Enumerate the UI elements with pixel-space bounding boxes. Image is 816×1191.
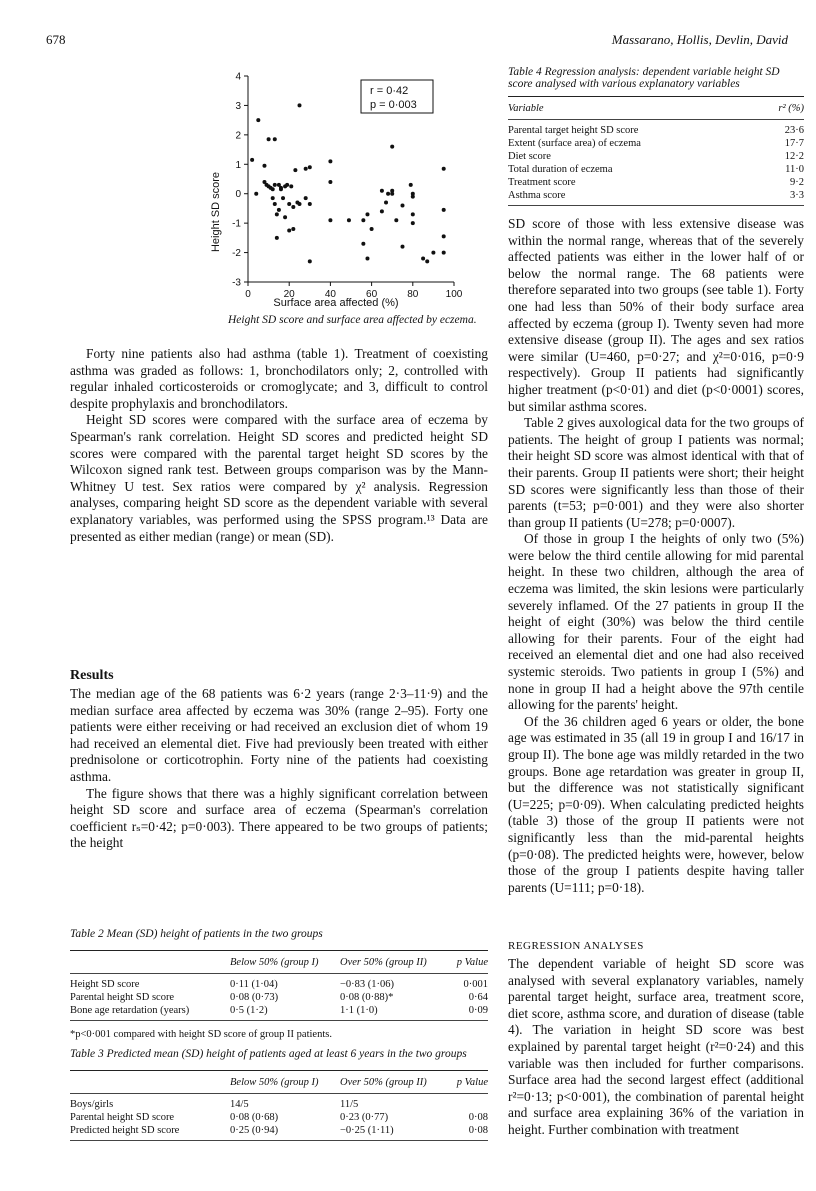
- scatter-point: [262, 164, 266, 168]
- y-tick-label: 4: [235, 71, 241, 83]
- y-tick-label: 0: [235, 189, 241, 201]
- right-column-text: [508, 216, 804, 896]
- table-2: [70, 928, 488, 1040]
- table-cell-label: Parental target height SD score: [508, 125, 639, 136]
- scatter-point: [281, 196, 285, 200]
- table-cell-value: 11·0: [785, 164, 804, 175]
- x-tick-label: 0: [245, 289, 251, 300]
- scatter-point: [411, 212, 415, 216]
- table-cell-g1: 0·08 (0·73): [230, 992, 279, 1003]
- table-row: [508, 120, 804, 138]
- x-tick-label: 60: [366, 289, 378, 300]
- paragraph-correlation: The figure shows that there was a highly significant correlation between height SD score and surface area of eczema (Spearman's correlation coefficient rₛ=0·42; p=0·003). There appeared to be two groups of patients; the height: [70, 785, 488, 851]
- table-cell-p: 0·64: [468, 992, 488, 1003]
- scatter-point: [275, 236, 279, 240]
- scatter-point: [328, 180, 332, 184]
- scatter-point: [442, 251, 446, 255]
- scatter-point: [277, 208, 281, 212]
- table-cell-value: 23·6: [784, 125, 804, 136]
- table-2-header-group1: Below 50% (group I): [230, 957, 319, 968]
- scatter-point: [380, 189, 384, 193]
- running-head-authors: Massarano, Hollis, Devlin, David: [611, 32, 788, 47]
- scatter-point: [273, 137, 277, 141]
- scatter-point: [291, 227, 295, 231]
- table-cell-p: 0·08: [468, 1112, 488, 1123]
- table-cell-g1: 0·08 (0·68): [230, 1112, 279, 1123]
- table-cell-value: 3·3: [790, 190, 804, 201]
- table-2-header-p: p Value: [456, 957, 488, 968]
- figure-caption: Height SD score and surface area affected by eczema.: [228, 314, 477, 326]
- y-tick-label: 2: [235, 130, 241, 142]
- table-row: [70, 974, 488, 992]
- table-4: [508, 66, 804, 206]
- scatter-point: [250, 158, 254, 162]
- table-cell-g1: 0·25 (0·94): [230, 1125, 279, 1136]
- scatter-point: [308, 202, 312, 206]
- y-tick-label: -1: [232, 218, 241, 230]
- scatter-point: [361, 218, 365, 222]
- table-4-grid: [508, 96, 804, 206]
- table-cell-p: 0·001: [463, 979, 488, 990]
- table-cell-label: Predicted height SD score: [70, 1125, 180, 1136]
- table-cell-p: 0·09: [468, 1005, 488, 1016]
- scatter-point: [308, 165, 312, 169]
- table-cell-g2: −0·25 (1·11): [340, 1125, 394, 1136]
- table-row: [70, 1004, 488, 1021]
- table-4-header-variable: Variable: [508, 103, 544, 114]
- scatter-point: [273, 202, 277, 206]
- table-cell-g2: 0·08 (0·88)*: [340, 992, 394, 1003]
- paragraph-regression: The dependent variable of height SD score was analysed with several explanatory variables, namely parental target height, surface area, treatment score, diet score, asthma score, and duration of disease (table 4). The variation in height SD score was best explained by parental target height (r²=0·24) and this variable was then included for further comparisons. Surface area had the second largest effect (additional r²=0·13; p<0·001), the combination of parental height and surface area explaining 36% of the variation in height. Further combination with treatment: [508, 956, 804, 1137]
- table-row: [70, 1124, 488, 1141]
- scatter-point: [289, 184, 293, 188]
- scatter-point: [328, 159, 332, 163]
- scatter-point: [370, 227, 374, 231]
- scatter-point: [411, 221, 415, 225]
- scatter-point: [271, 196, 275, 200]
- scatter-plot: [208, 62, 463, 322]
- x-tick-label: 100: [445, 289, 463, 300]
- table-2-caption: Table 2 Mean (SD) height of patients in the two groups: [70, 928, 323, 940]
- table-cell-label: Parental height SD score: [70, 1112, 175, 1123]
- scatter-point: [291, 205, 295, 209]
- paragraph-asthma: Forty nine patients also had asthma (table 1). Treatment of coexisting asthma was graded as follows: 1, bronchodilators only; 2, controlled with regular inhaled corticosteroids or cromoglycate; and 3, difficult to control despite prophylaxis and bronchodilators.: [70, 346, 488, 411]
- paragraph-statistics: Height SD scores were compared with the surface area of eczema by Spearman's rank correlation. Height SD scores and predicted height SD scores were compared with the parental target height SD scores by the Wilcoxon signed rank test. Between groups comparison was by the Mann-Whitney U test. Sex ratios were compared by χ² analysis. Regression analyses, comparing height SD score as the dependent variable with several explanatory variables, was performed using the SPSS program.¹³ Data are presented as either median (range) or mean (SD).: [70, 412, 488, 544]
- table-row: [508, 150, 804, 163]
- y-tick-label: -2: [232, 248, 241, 260]
- scatter-point: [421, 256, 425, 260]
- table-cell-g2: 1·1 (1·0): [340, 1005, 378, 1016]
- x-tick-label: 80: [407, 289, 419, 300]
- table-row: [508, 176, 804, 189]
- table-cell-g2: 11/5: [340, 1099, 359, 1110]
- scatter-point: [328, 218, 332, 222]
- scatter-point: [386, 192, 390, 196]
- table-2-header-group2: Over 50% (group II): [340, 957, 427, 968]
- y-tick-label: -3: [232, 277, 241, 289]
- table-row: [508, 189, 804, 206]
- paragraph-groups: SD score of those with less extensive disease was within the normal range, whereas that of the severely affected patients was either in the lower half of or below the normal range. The 68 patients were therefore separated into two groups (see table 1). Forty one had less than 50% of their body surface area affected by eczema (group I). Twenty seven had more extensive disease (group II). The ages and sex ratios were similar (U=460, p=0·27; and χ²=0·016, p=0·9 respectively). Group II patients had significantly higher treatment (p<0·01) and diet (p<0·0001) scores, but similar asthma scores.: [508, 216, 804, 414]
- paragraph-median-age: The median age of the 68 patients was 6·2 years (range 2·3–11·9) and the median surface area affected by eczema was 30% (range 2–95). Forty one patients were either receiving or had received an exclusion diet of whom 19 had received an elemental diet. Five had previously been treated with either prednisolone or corticotrophin. Forty nine of the patients had coexisting asthma.: [70, 686, 488, 784]
- table-cell-g1: 0·5 (1·2): [230, 1005, 268, 1016]
- table-row: [70, 1094, 488, 1112]
- table-cell-p: 0·08: [468, 1125, 488, 1136]
- table-cell-g2: −0·83 (1·06): [340, 979, 395, 990]
- scatter-point: [431, 251, 435, 255]
- scatter-point: [442, 234, 446, 238]
- table-4-caption: Table 4 Regression analysis: dependent variable height SD score analysed with various explanatory variables: [508, 66, 780, 90]
- scatter-point: [411, 195, 415, 199]
- scatter-point: [285, 183, 289, 187]
- scatter-point: [283, 215, 287, 219]
- scatter-point: [298, 103, 302, 107]
- scatter-point: [256, 118, 260, 122]
- table-2-footnote: *p<0·001 compared with height SD score of group II patients.: [70, 1029, 332, 1040]
- table-cell-value: 9·2: [790, 177, 804, 188]
- scatter-point: [390, 189, 394, 193]
- table-cell-value: 12·2: [784, 151, 804, 162]
- scatter-point: [442, 167, 446, 171]
- table-3-header-group1: Below 50% (group I): [230, 1077, 319, 1088]
- y-tick-label: 1: [235, 159, 241, 171]
- scatter-point: [390, 145, 394, 149]
- results-heading: Results: [70, 668, 114, 683]
- x-tick-label: 40: [324, 289, 336, 300]
- scatter-point: [304, 196, 308, 200]
- paragraph-centiles: Of those in group I the heights of only two (5%) were below the third centile allowing for mid parental height. In these two children, although the area of eczema was limited, the skin lesions were particularly severely inflamed. Of the 27 patients in group II the height of eight (30%) was below the third centile allowing for their parents. Four of the eight had received an elemental diet and one had also received systemic steroids. Two patients in group I (5%) and none in group II had a height above the 97th centile allowing for the parents' height.: [508, 531, 804, 713]
- scatter-point: [401, 245, 405, 249]
- stats-p: p = 0·003: [370, 99, 417, 111]
- scatter-point: [267, 137, 271, 141]
- scatter-point: [293, 168, 297, 172]
- table-2-grid: [70, 950, 488, 1021]
- scatter-point: [304, 167, 308, 171]
- scatter-point: [287, 202, 291, 206]
- table-cell-label: Parental height SD score: [70, 992, 175, 1003]
- table-cell-label: Bone age retardation (years): [70, 1005, 190, 1016]
- y-tick-label: 3: [235, 100, 241, 112]
- table-3-header-group2: Over 50% (group II): [340, 1077, 427, 1088]
- table-cell-p: [450, 1094, 488, 1112]
- scatter-point: [365, 212, 369, 216]
- scatter-point: [298, 202, 302, 206]
- x-tick-label: 20: [283, 289, 295, 300]
- table-row: [70, 1111, 488, 1124]
- regression-heading: REGRESSION ANALYSES: [508, 940, 644, 952]
- scatter-point: [287, 229, 291, 233]
- table-3-caption: Table 3 Predicted mean (SD) height of patients aged at least 6 years in the two groups: [70, 1048, 467, 1060]
- left-column-results: [70, 686, 488, 852]
- table-cell-label: Asthma score: [508, 190, 566, 201]
- table-3: [70, 1048, 488, 1141]
- table-row: [70, 991, 488, 1004]
- scatter-point: [380, 209, 384, 213]
- stats-r: r = 0·42: [370, 85, 409, 97]
- paragraph-bone-age: Of the 36 children aged 6 years or older, the bone age was estimated in 35 (all 19 in group I and 16/17 in group II). The bone age was mildly retarded in the two groups. Bone age retardation was greater in group II, but the difference was not statistically significant (U=225; p=0·09). When calculating predicted heights (table 3) those of the group II patients were not significantly less than the mid-parental heights (p=0·08). The predicted heights were, however, below those of the group I patients despite having taller parents (U=111; p=0·18).: [508, 713, 804, 895]
- table-3-grid: [70, 1070, 488, 1141]
- scatter-point: [384, 201, 388, 205]
- scatter-point: [361, 242, 365, 246]
- paragraph-auxological: Table 2 gives auxological data for the two groups of patients. The height of group I patients was normal; their height SD score was almost identical with that of their parents. Group II patients were short; their height SD scores were significantly less than those of their parents (t=53; p=0·001) and they were also shorter than group II patients (U=278; p=0·0007).: [508, 415, 804, 530]
- table-cell-label: Boys/girls: [70, 1099, 114, 1110]
- table-cell-g2: 0·23 (0·77): [340, 1112, 389, 1123]
- scatter-point: [425, 259, 429, 263]
- table-cell-g1: 14/5: [230, 1099, 249, 1110]
- table-cell-label: Height SD score: [70, 979, 140, 990]
- scatter-point: [442, 208, 446, 212]
- right-column-regression: [508, 956, 804, 1139]
- table-cell-label: Treatment score: [508, 177, 576, 188]
- y-axis-label: Height SD score: [210, 171, 222, 253]
- scatter-point: [254, 192, 258, 196]
- page-number: 678: [46, 32, 66, 47]
- scatter-point: [279, 187, 283, 191]
- scatter-point: [409, 183, 413, 187]
- scatter-point: [275, 212, 279, 216]
- table-3-header-p: p Value: [456, 1077, 488, 1088]
- table-cell-g1: 0·11 (1·04): [230, 979, 278, 990]
- table-row: [508, 137, 804, 150]
- scatter-point: [365, 256, 369, 260]
- scatter-point: [271, 187, 275, 191]
- x-axis-label: Surface area affected (%): [273, 297, 399, 309]
- scatter-point: [347, 218, 351, 222]
- scatter-point: [273, 183, 277, 187]
- scatter-point: [394, 218, 398, 222]
- table-cell-value: 17·7: [784, 138, 804, 149]
- scatter-point: [308, 259, 312, 263]
- left-column-methods: [70, 346, 488, 545]
- table-cell-label: Total duration of eczema: [508, 164, 613, 175]
- scatter-point: [401, 203, 405, 207]
- table-4-header-r2: r² (%): [778, 103, 804, 114]
- table-cell-label: Extent (surface area) of eczema: [508, 138, 641, 149]
- scatter-figure: [208, 62, 463, 332]
- table-row: [508, 163, 804, 176]
- table-cell-label: Diet score: [508, 151, 551, 162]
